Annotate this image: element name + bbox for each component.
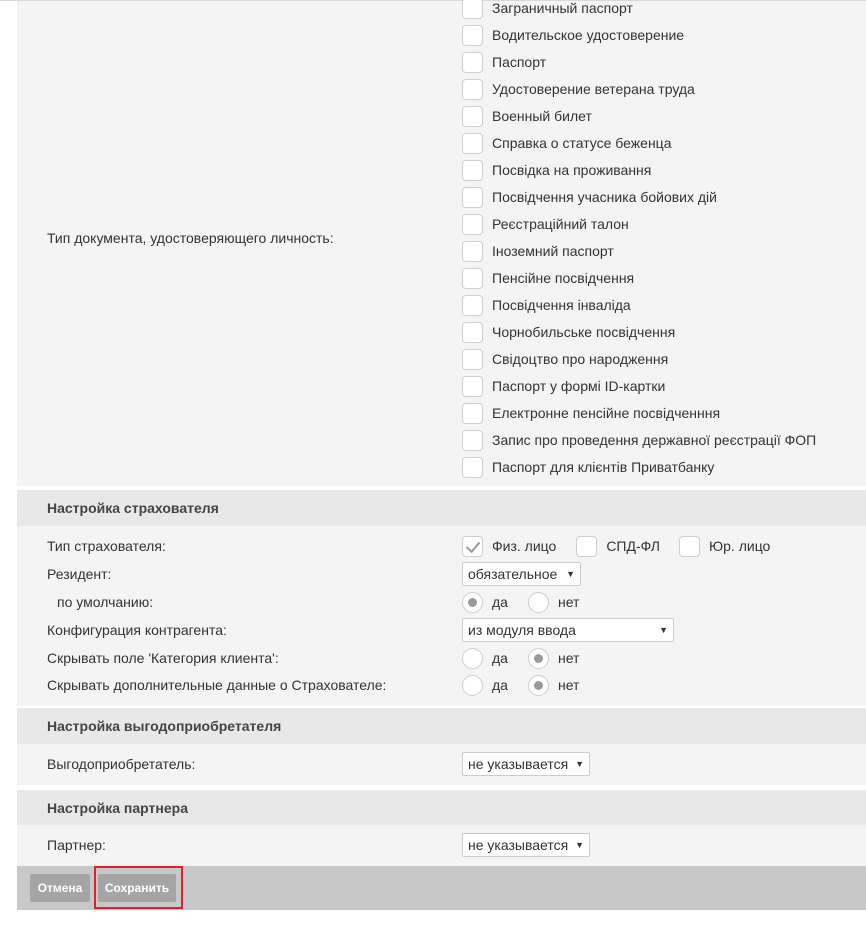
document-type-option: [462, 293, 631, 317]
save-button[interactable]: Сохранить: [98, 874, 176, 902]
document-type-option: [462, 455, 714, 479]
hide-category-no-radio[interactable]: [528, 648, 549, 669]
document-type-option-label: Іноземний паспорт: [492, 243, 614, 259]
document-type-checkbox[interactable]: [462, 457, 483, 478]
insurer-type-label: Тип страхователя:: [47, 538, 166, 554]
partner-section-title: Настройка партнера: [47, 799, 188, 816]
document-type-option-label: Свідоцтво про народження: [492, 351, 669, 367]
resident-label: Резидент:: [47, 566, 112, 582]
document-type-checkbox[interactable]: [462, 295, 483, 316]
document-type-option-label: Паспорт у формі ID-картки: [492, 378, 666, 394]
resident-default-label: по умолчанию:: [57, 594, 154, 610]
document-type-option: [462, 0, 633, 20]
document-type-option: [462, 23, 684, 47]
hide-extra-no-label: нет: [557, 677, 580, 693]
insurer-type-row: [17, 534, 866, 558]
document-type-option-label: Паспорт для клієнтів Приватбанку: [492, 459, 715, 475]
document-type-option: [462, 374, 665, 398]
document-type-option-label: Посвідчення інваліда: [492, 297, 631, 313]
insurer-type-options: [462, 534, 770, 558]
document-type-checkbox[interactable]: [462, 214, 483, 235]
document-type-option-label: Запис про проведення державної реєстрації ФОП: [492, 432, 817, 448]
document-type-option: [462, 131, 671, 155]
partner-select[interactable]: [462, 833, 590, 857]
document-type-option: [462, 212, 629, 236]
chevron-down-icon: ▼: [659, 625, 668, 635]
hide-category-label: Скрывать поле 'Категория клиента':: [47, 650, 279, 666]
chevron-down-icon: ▼: [575, 840, 584, 850]
insurer-type-legal-checkbox[interactable]: [679, 536, 700, 557]
document-type-checkbox[interactable]: [462, 430, 483, 451]
document-type-option: [462, 347, 668, 371]
hide-extra-label: Скрывать дополнительные данные о Страхователе:: [47, 677, 387, 693]
counterparty-config-row: [17, 618, 866, 642]
document-type-option: [462, 158, 651, 182]
hide-category-yes-radio[interactable]: [462, 648, 483, 669]
document-type-checkbox[interactable]: [462, 0, 483, 19]
document-type-option-label: Справка о статусе беженца: [492, 135, 672, 151]
beneficiary-label: Выгодоприобретатель:: [47, 756, 196, 772]
hide-extra-row: [17, 673, 866, 697]
resident-default-no-label: нет: [557, 594, 580, 610]
resident-select[interactable]: [462, 562, 581, 586]
document-type-checkbox[interactable]: [462, 268, 483, 289]
document-type-option: [462, 266, 634, 290]
partner-select-value: не указывается: [468, 837, 569, 853]
beneficiary-section-title: Настройка выгодоприобретателя: [47, 718, 282, 734]
document-type-checkbox[interactable]: [462, 106, 483, 127]
document-type-option-label: Посвідка на проживання: [492, 162, 652, 178]
document-type-option-label: Чорнобильське посвідчення: [492, 324, 676, 340]
hide-extra-yes-radio[interactable]: [462, 675, 483, 696]
insurer-section-header: [17, 490, 866, 526]
hide-category-no-label: нет: [557, 650, 580, 666]
counterparty-config-value: из модуля ввода: [468, 622, 576, 638]
resident-default-yes-radio[interactable]: [462, 592, 483, 613]
document-type-panel: [17, 1, 866, 486]
document-type-checkbox[interactable]: [462, 79, 483, 100]
partner-section-header: [17, 790, 866, 825]
hide-category-yes-label: да: [492, 650, 508, 666]
beneficiary-row: [17, 752, 866, 776]
document-type-checkbox[interactable]: [462, 241, 483, 262]
document-type-option: [462, 185, 717, 209]
document-type-option: [462, 428, 816, 452]
resident-default-yes-label: да: [492, 594, 508, 610]
hide-extra-yes-label: да: [492, 677, 508, 693]
document-type-option-label: Реєстраційний талон: [492, 216, 629, 232]
resident-default-row: [17, 590, 866, 614]
insurer-type-physical-label: Физ. лицо: [492, 538, 557, 554]
document-type-option: [462, 320, 675, 344]
counterparty-config-select[interactable]: [462, 618, 674, 642]
resident-row: [17, 562, 866, 586]
document-type-option-label: Военный билет: [492, 108, 592, 124]
document-type-label: Тип документа, удостоверяющего личность:: [47, 230, 334, 246]
document-type-checkbox[interactable]: [462, 349, 483, 370]
document-type-checkbox[interactable]: [462, 52, 483, 73]
document-type-option-label: Заграничный паспорт: [492, 0, 633, 16]
hide-category-row: [17, 646, 866, 670]
form-footer: [17, 866, 866, 910]
document-type-checkbox[interactable]: [462, 133, 483, 154]
insurer-section-title: Настройка страхователя: [47, 500, 219, 516]
document-type-option-label: Водительское удостоверение: [492, 27, 685, 43]
insurer-section-body: [17, 526, 866, 706]
document-type-option: [462, 401, 720, 425]
insurer-type-spd-checkbox[interactable]: [576, 536, 597, 557]
beneficiary-section-header: [17, 708, 866, 744]
insurer-type-legal-label: Юр. лицо: [709, 538, 771, 554]
document-type-option-label: Паспорт: [492, 54, 547, 70]
insurer-type-spd-label: СПД-ФЛ: [606, 538, 660, 554]
document-type-option-label: Удостоверение ветерана труда: [492, 81, 695, 97]
document-type-checkbox[interactable]: [462, 376, 483, 397]
document-type-option: [462, 239, 614, 263]
beneficiary-select-value: не указывается: [468, 756, 569, 772]
document-type-checkbox[interactable]: [462, 403, 483, 424]
chevron-down-icon: ▼: [566, 569, 575, 579]
chevron-down-icon: ▼: [575, 759, 584, 769]
resident-select-value: обязательное: [468, 566, 558, 582]
beneficiary-section-body: [17, 744, 866, 785]
document-type-option-label: Пенсійне посвідчення: [492, 270, 635, 286]
partner-label: Партнер:: [47, 837, 106, 853]
document-type-option-label: Посвідчення учасника бойових дій: [492, 189, 717, 205]
document-type-checkbox[interactable]: [462, 187, 483, 208]
document-type-option: [462, 77, 695, 101]
document-type-checkbox[interactable]: [462, 25, 483, 46]
document-type-option: [462, 50, 546, 74]
hide-extra-no-radio[interactable]: [528, 675, 549, 696]
partner-section-body: [17, 825, 866, 866]
beneficiary-select[interactable]: [462, 752, 590, 776]
document-type-checkbox[interactable]: [462, 322, 483, 343]
document-type-option-label: Електронне пенсійне посвідченння: [492, 405, 721, 421]
insurer-type-physical-checkbox[interactable]: [462, 536, 483, 557]
resident-default-no-radio[interactable]: [528, 592, 549, 613]
counterparty-config-label: Конфигурация контрагента:: [47, 622, 227, 638]
document-type-checkbox[interactable]: [462, 160, 483, 181]
cancel-button[interactable]: Отмена: [30, 874, 90, 902]
partner-row: [17, 833, 866, 857]
save-button-highlight: [94, 866, 183, 909]
document-type-option: [462, 104, 592, 128]
